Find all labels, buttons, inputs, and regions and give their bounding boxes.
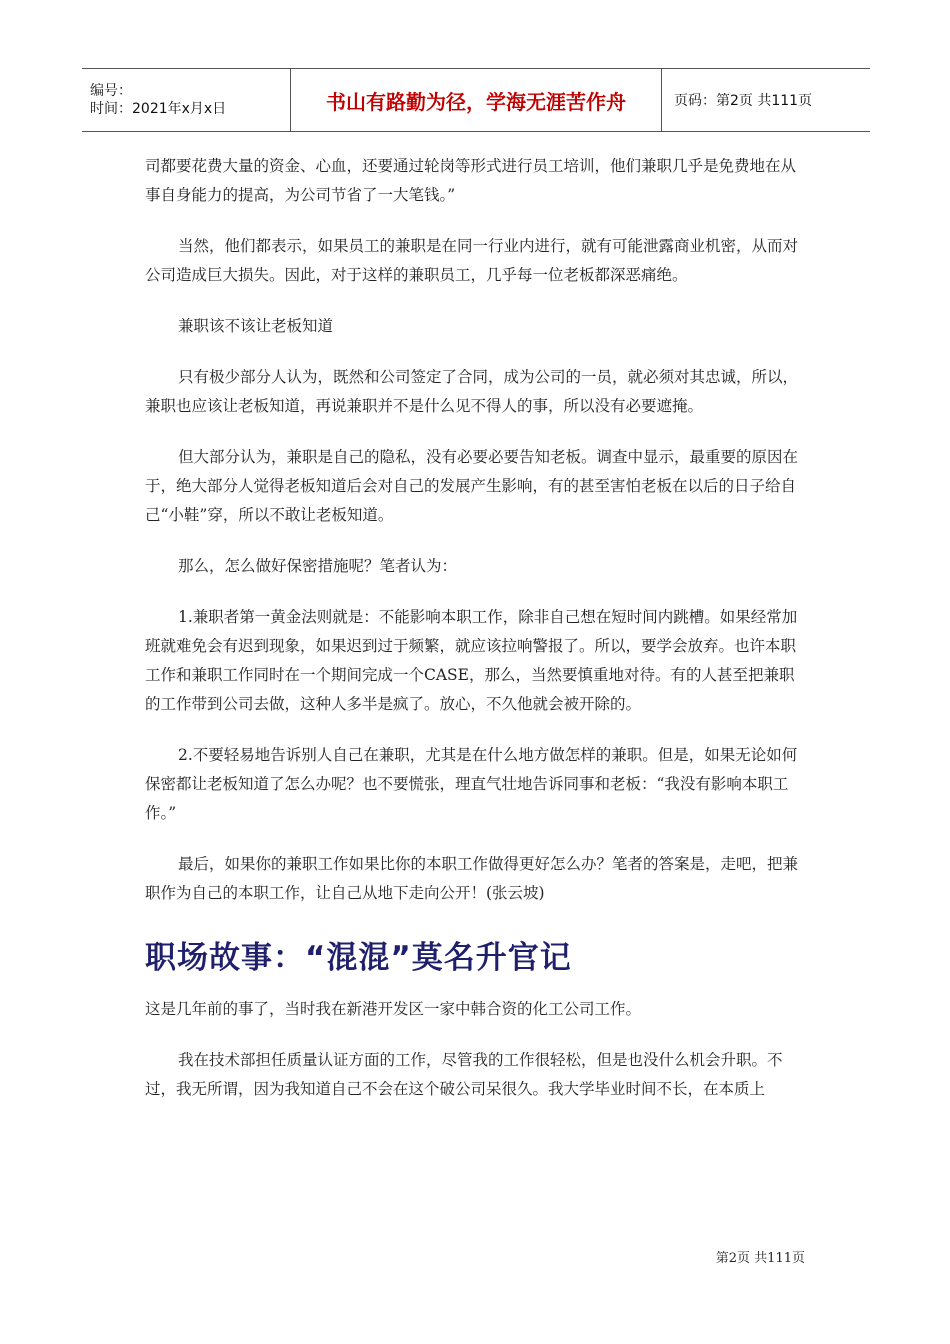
paragraph: 最后，如果你的兼职工作如果比你的本职工作做得更好怎么办？笔者的答案是，走吧，把兼职作为自己的本职工作，让自己从地下走向公开！(张云坡)	[145, 855, 799, 902]
document-number: 编号：	[90, 83, 132, 99]
header-page-info: 页码：第2页 共111页	[674, 93, 813, 109]
subheading: 兼职该不该让老板知道	[178, 317, 334, 335]
header-meta	[82, 69, 290, 131]
paragraph: 1.兼职者第一黄金法则就是：不能影响本职工作，除非自己想在短时间内跳槽。如果经常加班就难免会有迟到现象，如果迟到过于频繁，就应该拉响警报了。所以，要学会放弃。也许本职工作和兼职工作同时在一个期间完成一个CASE，那么，当然要慎重地对待。有的人甚至把兼职的工作带到公司去做，这种人多半是疯了。放心，不久他就会被开除的。	[145, 608, 798, 713]
paragraph: 司都要花费大量的资金、心血，还要通过轮岗等形式进行员工培训，他们兼职几乎是免费地在从事自身能力的提高，为公司节省了一大笔钱。”	[145, 157, 797, 204]
page-footer: 第2页 共111页	[715, 1251, 805, 1266]
paragraph: 那么，怎么做好保密措施呢？笔者认为：	[178, 557, 458, 575]
header-motto: 书山有路勤为径，学海无涯苦作舟	[290, 69, 662, 131]
document-body	[145, 152, 808, 1104]
page-header	[82, 68, 870, 132]
section-title: 职场故事：“混混”莫名升官记	[145, 940, 572, 976]
paragraph: 2.不要轻易地告诉别人自己在兼职，尤其是在什么地方做怎样的兼职。但是，如果无论如何保密都让老板知道了怎么办呢？也不要慌张，理直气壮地告诉同事和老板：“我没有影响本职工作。”	[145, 746, 798, 822]
paragraph: 这是几年前的事了，当时我在新港开发区一家中韩合资的化工公司工作。	[145, 1000, 642, 1018]
paragraph: 我在技术部担任质量认证方面的工作，尽管我的工作很轻松，但是也没什么机会升职。不过，我无所谓，因为我知道自己不会在这个破公司呆很久。我大学毕业时间不长，在本质上	[145, 1051, 783, 1098]
paragraph: 只有极少部分人认为，既然和公司签定了合同，成为公司的一员，就必须对其忠诚，所以，兼职也应该让老板知道，再说兼职并不是什么见不得人的事，所以没有必要遮掩。	[145, 368, 799, 415]
paragraph: 当然，他们都表示，如果员工的兼职是在同一行业内进行，就有可能泄露商业机密，从而对公司造成巨大损失。因此，对于这样的兼职员工，几乎每一位老板都深恶痛绝。	[145, 237, 799, 284]
document-date: 时间：2021年x月x日	[90, 101, 227, 117]
paragraph: 但大部分认为，兼职是自己的隐私，没有必要必要告知老板。调查中显示，最重要的原因在于，绝大部分人觉得老板知道后会对自己的发展产生影响，有的甚至害怕老板在以后的日子给自己“小鞋”穿，所以不敢让老板知道。	[145, 448, 799, 524]
